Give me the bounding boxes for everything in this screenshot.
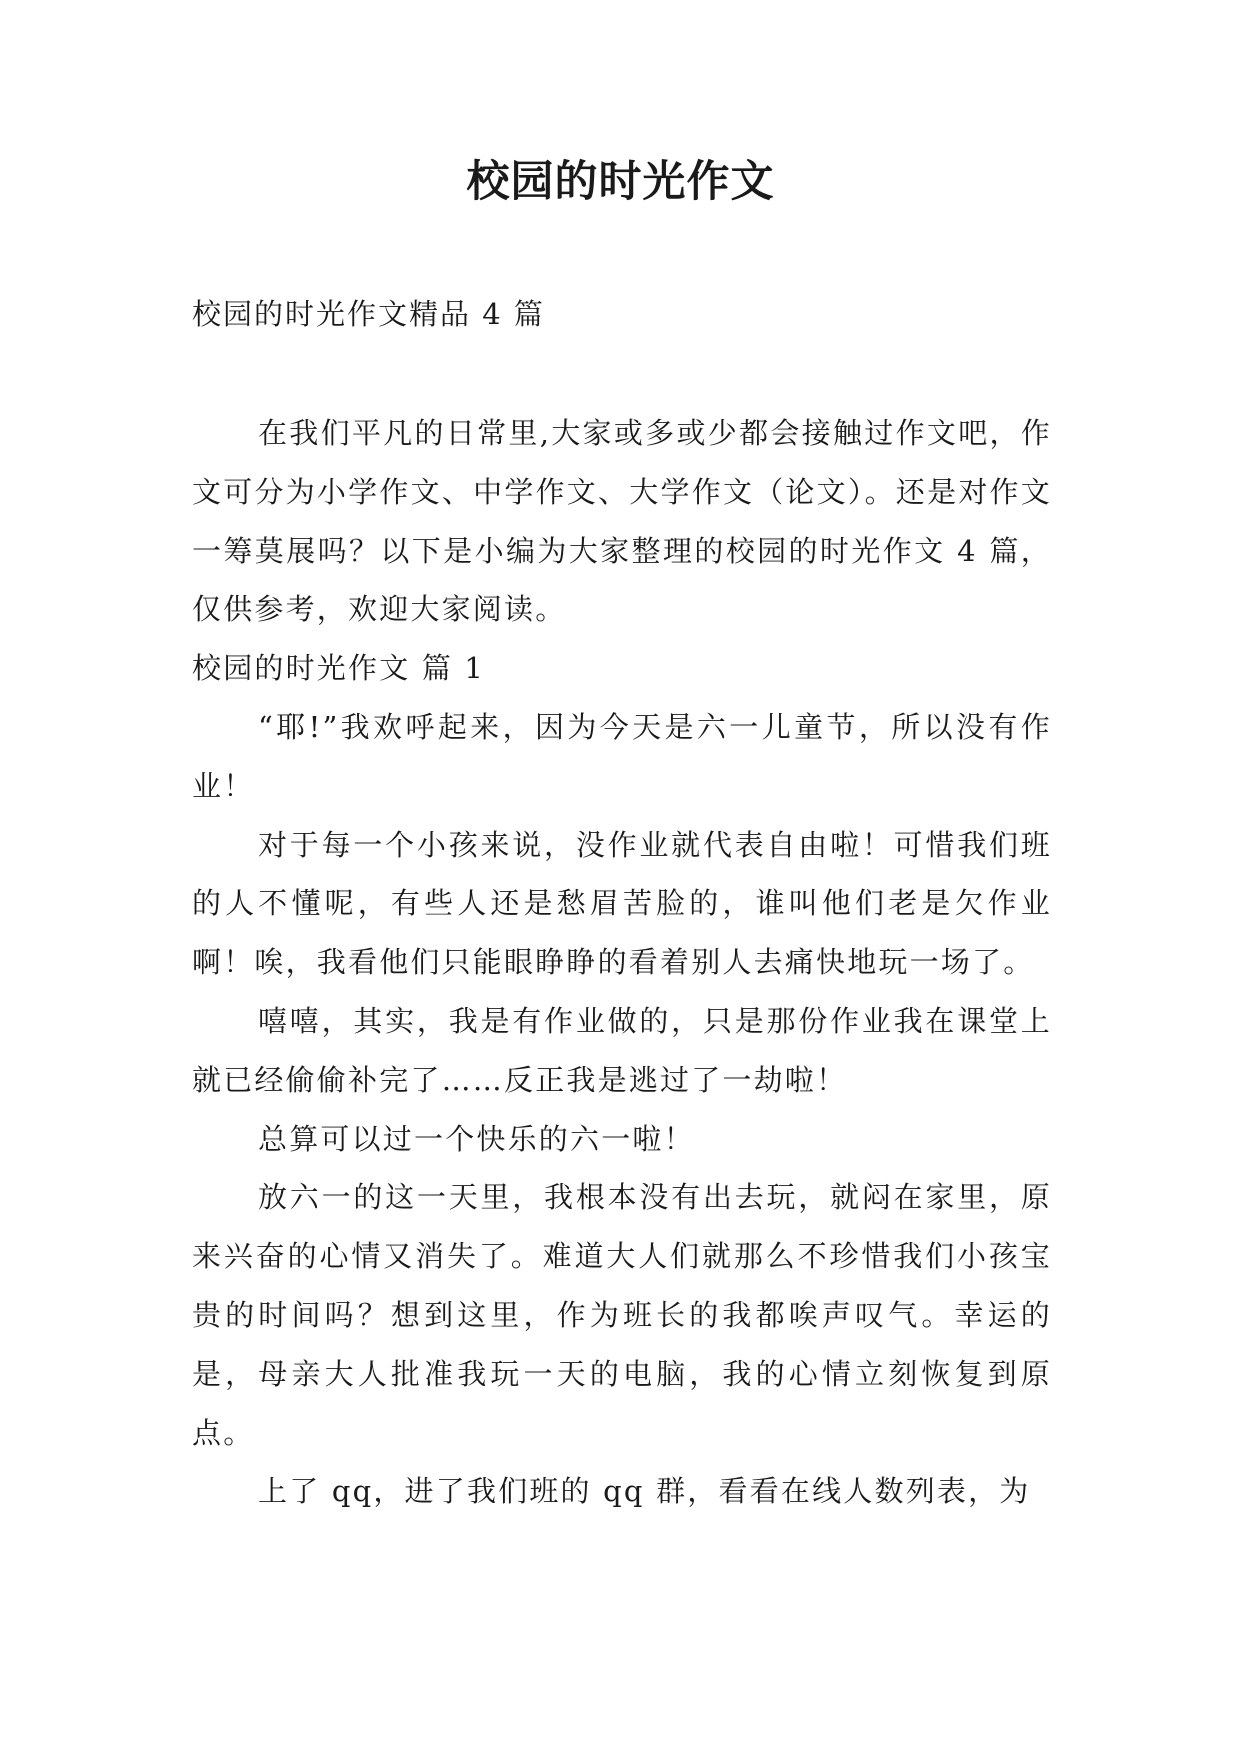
body-paragraph: 放六一的这一天里，我根本没有出去玩，就闷在家里，原来兴奋的心情又消失了。难道大人们就那么不珍惜我们小孩宝贵的时间吗？想到这里，作为班长的我都唉声叹气。幸运的是，母亲大人批准我玩一天的电脑，我的心情立刻恢复到原点。: [192, 1180, 1052, 1450]
body-paragraph: 嘻嘻，其实，我是有作业做的，只是那份作业我在课堂上就已经偷偷补完了……反正我是逃过了一劫啦！: [192, 1003, 1052, 1097]
document-title: 校园的时光作文: [466, 157, 775, 207]
section-heading: 校园的时光作文 篇 1: [192, 651, 486, 686]
document-body: [192, 404, 1052, 1521]
document-subtitle: 校园的时光作文精品 4 篇: [192, 297, 545, 331]
body-paragraph: 总算可以过一个快乐的六一啦！: [258, 1121, 695, 1156]
intro-paragraph: 在我们平凡的日常里,大家或多或少都会接触过作文吧，作文可分为小学作文、中学作文、大学作文（论文）。还是对作文一筹莫展吗？以下是小编为大家整理的校园的时光作文 4 篇，仅供参考，欢迎大家阅读。: [192, 416, 1052, 627]
body-paragraph: 对于每一个小孩来说，没作业就代表自由啦！可惜我们班的人不懂呢，有些人还是愁眉苦脸的，谁叫他们老是欠作业啊！唉，我看他们只能眼睁睁的看着别人去痛快地玩一场了。: [192, 827, 1052, 980]
body-paragraph: “耶!”我欢呼起来，因为今天是六一儿童节，所以没有作业！: [192, 709, 1052, 803]
body-paragraph: 上了 qq，进了我们班的 qq 群，看看在线人数列表，为: [258, 1474, 1031, 1509]
